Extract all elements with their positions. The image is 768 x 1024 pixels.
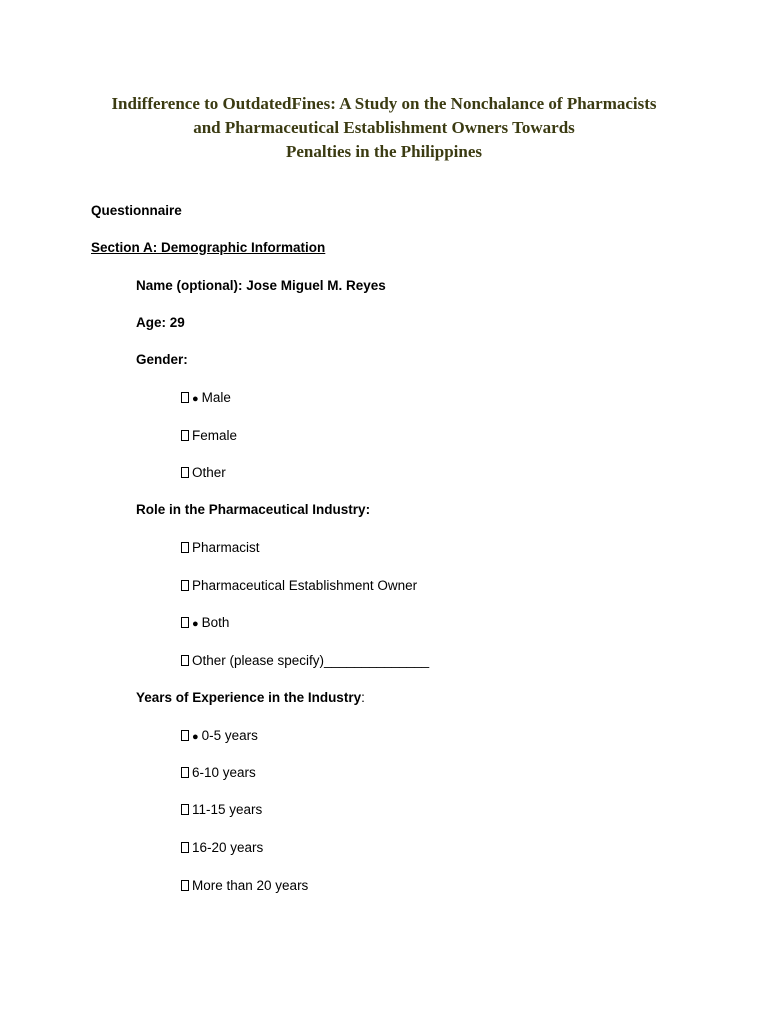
checked-mark-icon: ● (192, 618, 199, 630)
option-label: More than 20 years (192, 878, 309, 893)
experience-option-20-plus[interactable] (181, 877, 308, 895)
checkbox-icon[interactable] (181, 842, 189, 853)
title-line-1: Indifference to OutdatedFines: A Study on the Nonchalance of Pharmacists (111, 94, 657, 113)
checkbox-icon[interactable] (181, 542, 189, 553)
checkbox-icon[interactable] (181, 430, 189, 441)
role-option-both[interactable] (181, 614, 229, 633)
option-label: 6-10 years (192, 765, 256, 780)
checkbox-icon[interactable] (181, 392, 189, 403)
checkbox-icon[interactable] (181, 880, 189, 891)
role-label (136, 501, 370, 519)
option-label: 11-15 years (192, 802, 263, 817)
checkbox-icon[interactable] (181, 617, 189, 628)
experience-label-colon: : (361, 690, 365, 705)
option-label: Pharmaceutical Establishment Owner (192, 578, 418, 593)
experience-option-16-20[interactable] (181, 839, 263, 857)
role-option-pharmacist[interactable] (181, 539, 260, 557)
option-label: Pharmacist (192, 540, 260, 555)
title-line-3: Penalties in the Philippines (286, 142, 482, 161)
option-label: Both (201, 615, 230, 630)
option-label: 16-20 years (192, 840, 264, 855)
checked-mark-icon: ● (192, 393, 199, 405)
age-field: Age: 29 (136, 315, 185, 330)
gender-option-other[interactable] (181, 464, 226, 482)
experience-option-0-5[interactable] (181, 727, 258, 746)
option-label: Male (201, 390, 231, 405)
experience-label-text: Years of Experience in the Industry (136, 690, 362, 705)
role-option-owner[interactable] (181, 577, 417, 595)
experience-label (136, 689, 365, 707)
option-label: 0-5 years (201, 728, 258, 743)
checkbox-icon[interactable] (181, 580, 189, 591)
gender-label: Gender: (136, 352, 188, 367)
option-label: Female (192, 428, 238, 443)
role-label-text: Role in the Pharmaceutical Industry (136, 502, 366, 517)
checked-mark-icon: ● (192, 731, 199, 743)
checkbox-icon[interactable] (181, 655, 189, 666)
checkbox-icon[interactable] (181, 767, 189, 778)
gender-option-male[interactable] (181, 389, 231, 408)
experience-option-11-15[interactable] (181, 801, 262, 819)
questionnaire-label: Questionnaire (91, 203, 182, 218)
document-title (0, 92, 768, 164)
checkbox-icon[interactable] (181, 730, 189, 741)
section-a-heading: Section A: Demographic Information (91, 240, 326, 255)
gender-option-female[interactable] (181, 427, 237, 445)
option-label: Other (please specify)______________ (192, 653, 430, 668)
checkbox-icon[interactable] (181, 804, 189, 815)
title-line-2: and Pharmaceutical Establishment Owners Towards (193, 118, 575, 137)
role-label-colon: : (365, 502, 371, 517)
checkbox-icon[interactable] (181, 467, 189, 478)
option-label: Other (192, 465, 226, 480)
name-field: Name (optional): Jose Miguel M. Reyes (136, 278, 386, 293)
role-option-other[interactable] (181, 652, 429, 670)
experience-option-6-10[interactable] (181, 764, 256, 782)
